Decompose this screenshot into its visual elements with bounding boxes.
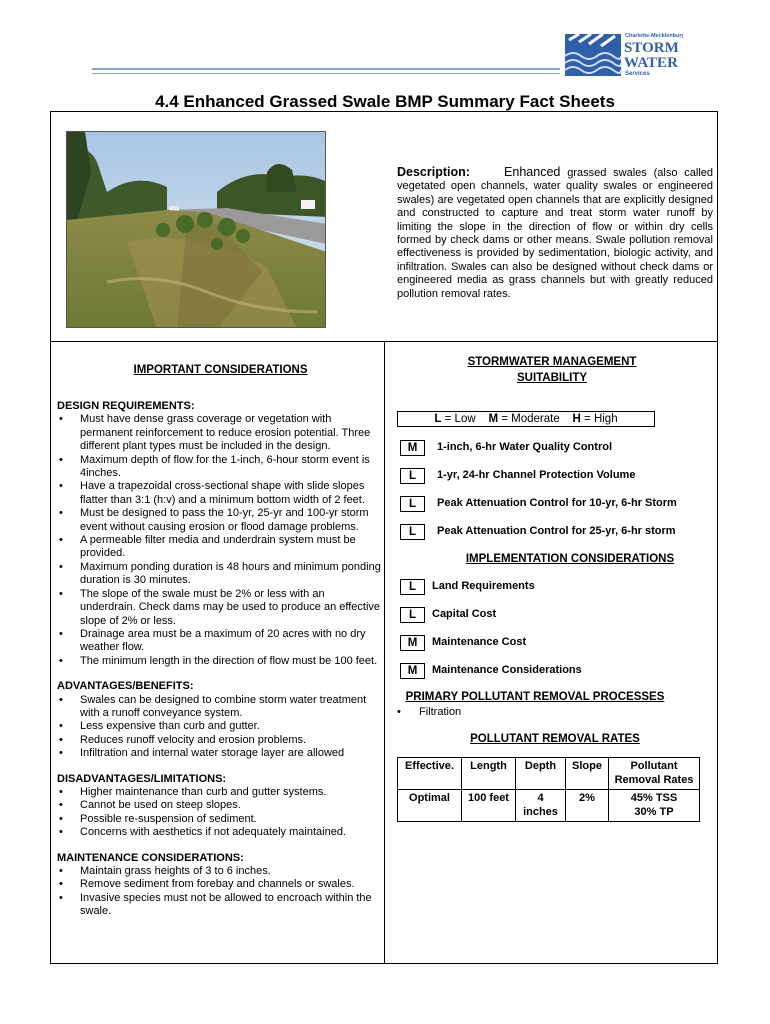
list-item: • Maintain grass heights of 3 to 6 inches. [57,865,382,878]
table-header-row [398,758,700,790]
design-requirements-title: DESIGN REQUIREMENTS: [57,400,195,412]
advantages-title: ADVANTAGES/BENEFITS: [57,680,194,693]
header-depth: Depth [516,758,566,790]
list-item: • Must be designed to pass the 10-yr, 25-yr and 100-yr storm event without causing erosion or flood damage problems. [57,507,382,534]
rating-code: M [400,440,425,456]
cell-effective: Optimal [398,790,462,822]
list-item: • Higher maintenance than curb and gutter systems. [57,786,382,799]
disadvantages-list [57,786,382,840]
rating-label: Maintenance Considerations [432,664,582,676]
legend-low-code: L [434,413,442,425]
table-row [398,790,700,822]
list-item: • Reduces runoff velocity and erosion problems. [57,734,382,747]
description-first-word: Enhanced [504,165,561,179]
logo-line3: WATER [624,55,678,71]
list-item: • Drainage area must be a maximum of 20 acres with no dry weather flow. [57,628,382,655]
cell-slope: 2% [566,790,609,822]
storm-water-logo [565,30,683,80]
rating-code: L [400,524,425,540]
frame-divider-vertical [384,341,385,964]
implementation-heading: IMPLEMENTATION CONSIDERATIONS [465,553,675,565]
header-removal-rates: Pollutant Removal Rates [609,758,700,790]
suitability-heading-line2: SUITABILITY [516,372,588,384]
rating-legend [397,411,655,427]
legend-low-text: = Low [444,413,476,425]
rating-label: Maintenance Cost [432,636,527,648]
list-item: • Must have dense grass coverage or vegetation with permanent reinforcement to reduce erosion potential. Three different plant types must be included in the design. [57,413,382,453]
list-item: • Remove sediment from forebay and channels or swales. [57,878,382,891]
description-text: grassed swales (also called vegetated open channels, water quality swales or engineered swales) are vegetated open channels that are explicitly designed and constructed to capture and treat storm water runoff by limiting the slope in the direction of flow or within dry cells formed by check dams or other means. Swale pollution removal effectiveness is provided by sedimentation, biologic activity, and infiltration. Swales can also be designed without check dams or engineered media as grass channels but with greatly reduced pollution removal rates. [397,167,713,300]
list-item: • Infiltration and internal water storage layer are allowed [57,747,382,760]
rating-label: 1-yr, 24-hr Channel Protection Volume [437,469,636,481]
description-block [397,166,713,301]
list-item: • A permeable filter media and underdrain system must be provided. [57,534,382,561]
rating-code: M [400,663,425,679]
considerations-column [57,400,382,931]
list-item: • The slope of the swale must be 2% or less with an underdrain. Check dams may be used to produce an effective slope of 2% or less. [57,588,382,628]
maintenance-title: MAINTENANCE CONSIDERATIONS: [57,851,244,864]
advantages-list [57,694,382,761]
process-item: • Filtration [397,706,462,718]
rating-label: Land Requirements [432,580,535,592]
legend-high-code: H [572,413,581,425]
rating-code: M [400,635,425,651]
important-considerations-heading: IMPORTANT CONSIDERATIONS [133,364,308,376]
logo-line1: Charlotte-Mecklenburg [625,33,683,39]
list-item: • Have a trapezoidal cross-sectional shape with slide slopes flatter than 3:1 (h:v) and a minimum bottom width of 2 feet. [57,480,382,507]
process-label: Filtration [419,706,462,718]
rating-label: 1-inch, 6-hr Water Quality Control [437,441,612,453]
pollutant-rates-heading: POLLUTANT REMOVAL RATES [470,733,640,745]
header-effective: Effective. [398,758,462,790]
legend-moderate-code: M [488,413,499,425]
list-item: • Invasive species must not be allowed to encroach within the swale. [57,892,382,919]
list-item: • Cannot be used on steep slopes. [57,799,382,812]
header-length: Length [462,758,516,790]
logo-line2: STORM [624,40,679,56]
removal-rate-tp: 30% TP [634,805,674,818]
page-title: 4.4 Enhanced Grassed Swale BMP Summary Fact Sheets [155,92,615,111]
rating-label: Capital Cost [432,608,497,620]
rating-code: L [400,579,425,595]
suitability-heading-line1: STORMWATER MANAGEMENT [467,356,637,368]
design-requirements-list [57,413,382,668]
rating-code: L [400,468,425,484]
legend-moderate-text: = Moderate [501,413,560,425]
list-item: • The minimum length in the direction of flow must be 100 feet. [57,655,382,668]
description-label: Description: [397,165,470,179]
rating-label: Peak Attenuation Control for 10-yr, 6-hr Storm [437,497,677,509]
header-rule-thin [92,73,560,74]
pollutant-removal-table [397,757,700,822]
list-item: • Maximum ponding duration is 48 hours and minimum ponding duration is 30 minutes. [57,561,382,588]
cell-length: 100 feet [462,790,516,822]
rating-code: L [400,607,425,623]
logo-line4: Services [625,71,650,77]
header-slope: Slope [566,758,609,790]
rating-code: L [400,496,425,512]
cell-removal-rates [609,790,700,822]
grassed-swale-photo [66,131,326,328]
cell-depth: 4 inches [516,790,566,822]
rating-label: Peak Attenuation Control for 25-yr, 6-hr storm [437,525,676,537]
list-item: • Possible re-suspension of sediment. [57,813,382,826]
legend-high-text: = High [584,413,618,425]
maintenance-list [57,865,382,919]
removal-rate-tss: 45% TSS [630,792,678,804]
disadvantages-title: DISADVANTAGES/LIMITATIONS: [57,772,227,785]
list-item: • Less expensive than curb and gutter. [57,720,382,733]
list-item: • Concerns with aesthetics if not adequately maintained. [57,826,382,839]
list-item: • Swales can be designed to combine storm water treatment with a runoff conveyance system. [57,694,382,721]
header-rule-thick [92,68,560,70]
pollutant-processes-heading: PRIMARY POLLUTANT REMOVAL PROCESSES [405,691,665,703]
list-item: • Maximum depth of flow for the 1-inch, 6-hour storm event is 4inches. [57,454,382,481]
